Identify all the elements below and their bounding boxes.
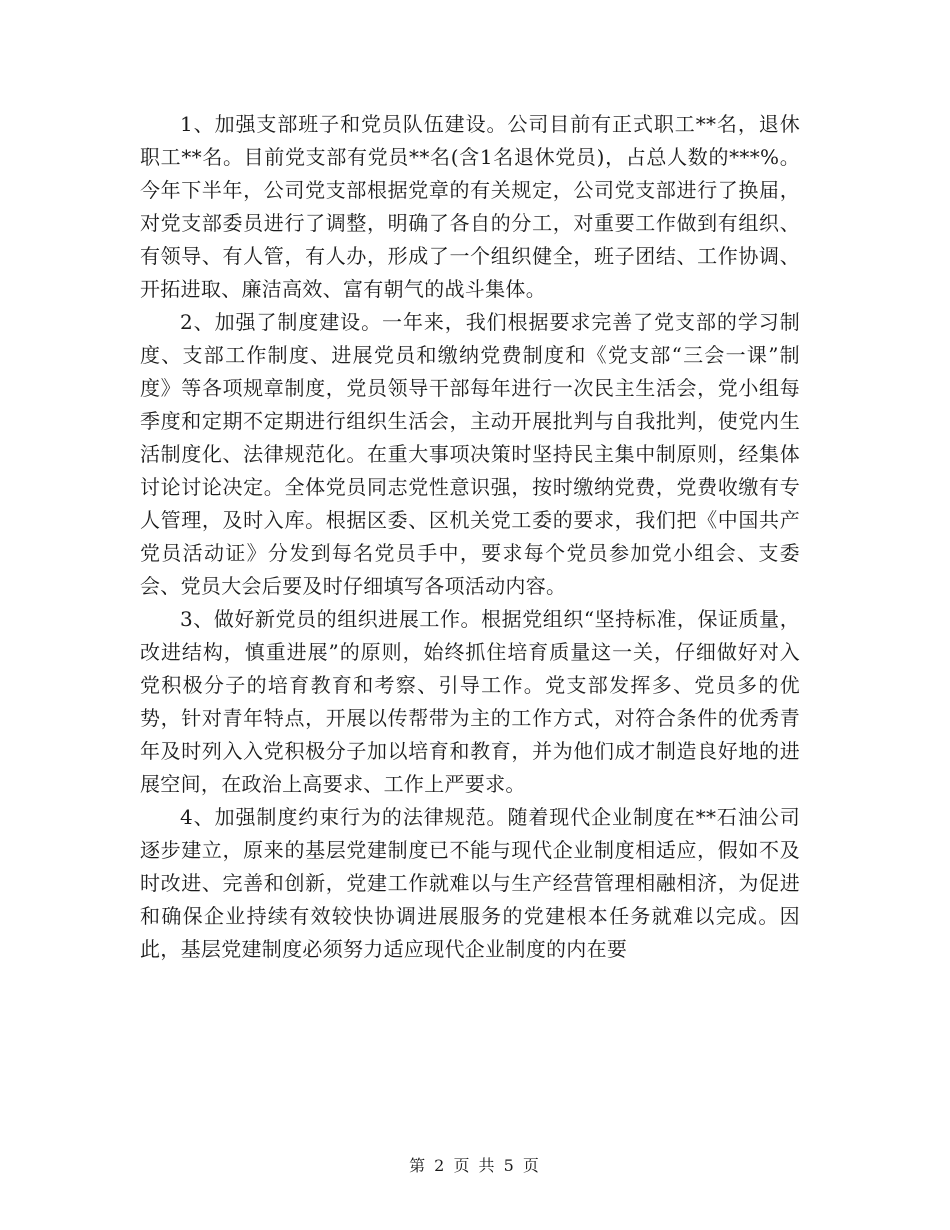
paragraph-2: 2、加强了制度建设。一年来，我们根据要求完善了党支部的学习制度、支部工作制度、进展党员和缴纳党费制度和《党支部“三会一课”制度》等各项规章制度，党员领导干部每年进行一次民主生活会，党小组每季度和定期不定期进行组织生活会，主动开展批判与自我批判，使党内生活制度化、法律规范化。在重大事项决策时坚持民主集中制原则，经集体讨论讨论决定。全体党员同志党性意识强，按时缴纳党费，党费收缴有专人管理，及时入库。根据区委、区机关党工委的要求，我们把《中国共产党员活动证》分发到每名党员手中，要求每个党员参加党小组会、支委会、党员大会后要及时仔细填写各项活动内容。 (140, 310, 800, 598)
page-number: 第 2 页 共 5 页 (409, 1156, 541, 1175)
paragraph-1: 1、加强支部班子和党员队伍建设。公司目前有正式职工**名，退休职工**名。目前党支部有党员**名(含1名退休党员)，占总人数的***%。今年下半年，公司党支部根据党章的有关规定，公司党支部进行了换届，对党支部委员进行了调整，明确了各自的分工，对重要工作做到有组织、有领导、有人管，有人办，形成了一个组织健全，班子团结、工作协调、开拓进取、廉洁高效、富有朝气的战斗集体。 (140, 112, 800, 301)
paragraph-4: 4、加强制度约束行为的法律规范。随着现代企业制度在**石油公司逐步建立，原来的基层党建制度已不能与现代企业制度相适应，假如不及时改进、完善和创新，党建工作就难以与生产经营管理相融相济，为促进和确保企业持续有效较快协调进展服务的党建根本任务就难以完成。因此，基层党建制度必须努力适应现代企业制度的内在要 (140, 805, 800, 961)
page-footer (0, 1153, 950, 1176)
paragraph-3: 3、做好新党员的组织进展工作。根据党组织“坚持标准，保证质量，改进结构，慎重进展”的原则，始终抓住培育质量这一关，仔细做好对入党积极分子的培育教育和考察、引导工作。党支部发挥多、党员多的优势，针对青年特点，开展以传帮带为主的工作方式，对符合条件的优秀青年及时列入入党积极分子加以培育和教育，并为他们成才制造良好地的进展空间，在政治上高要求、工作上严要求。 (140, 607, 800, 796)
document-body (140, 108, 800, 966)
